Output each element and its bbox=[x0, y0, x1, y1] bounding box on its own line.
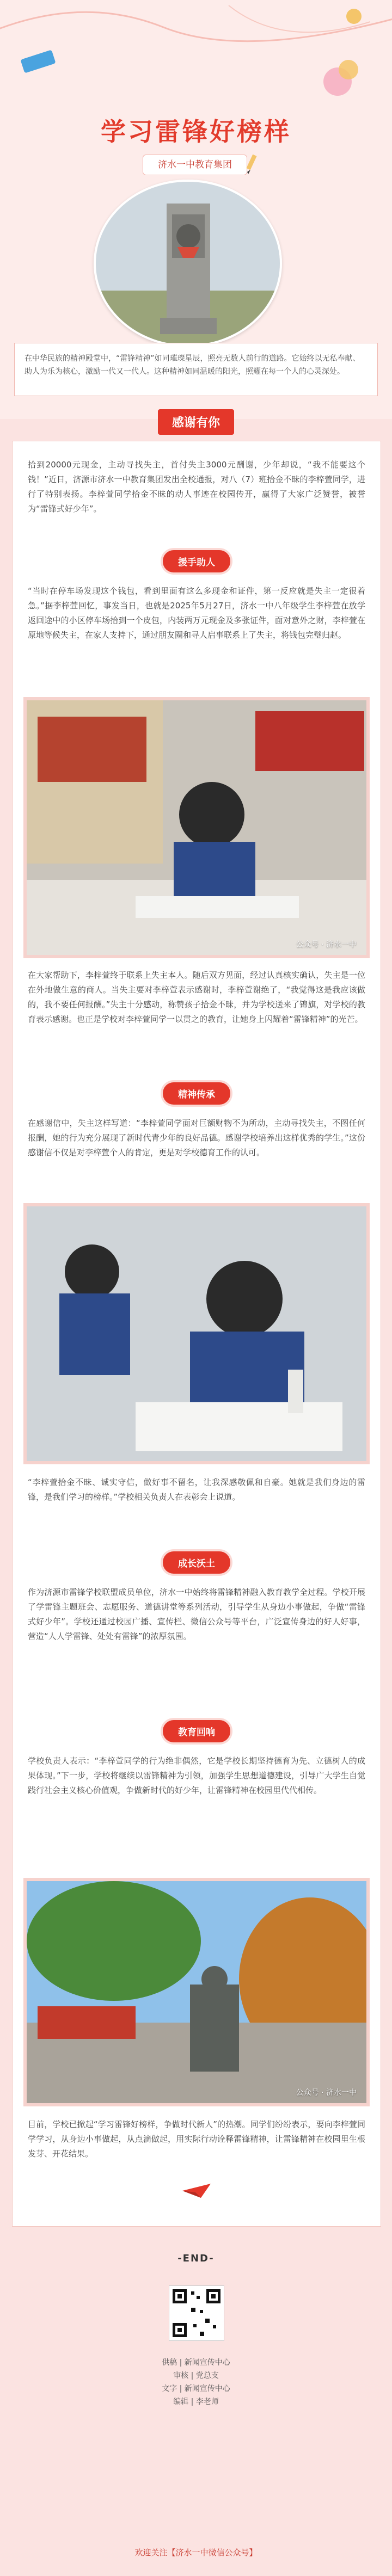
paper-plane-icon bbox=[181, 2183, 212, 2199]
monument-photo bbox=[94, 180, 282, 347]
paragraph-3: 在大家帮助下，李梓萱终于联系上失主本人。随后双方见面，经过认真核实确认，失主是一位在外地做生意的商人。当失主要对李梓萱表示感谢时，李梓萱谢绝了，“我觉得这是我应该做的，我不要任何报酬。”失主十分感动，称赞孩子拾金不昧，并为学校送来了锦旗，对学校的教育表示感谢。也正是学校对李梓萱同学一以贯之的教育，让她身上闪耀着“雷锋精神”的光芒。 bbox=[28, 970, 365, 1024]
end-marker: -END- bbox=[177, 2253, 215, 2264]
heading-spirit-label: 精神传承 bbox=[163, 1082, 230, 1105]
qr-code bbox=[169, 2285, 224, 2341]
heading-growth-label: 成长沃土 bbox=[163, 1551, 230, 1574]
paragraph-8: 目前，学校已掀起“学习雷锋好榜样，争做时代新人”的热潮。同学们纷纷表示，要向李梓萱同学学习，从身边小事做起，从点滴做起，用实际行动诠释雷锋精神，让雷锋精神在校园里生根发芽、开花结果。 bbox=[28, 2119, 365, 2159]
pencil-icon bbox=[243, 153, 260, 175]
qr-code-graphic bbox=[169, 2286, 224, 2340]
section-title-label: 感谢有你 bbox=[158, 409, 234, 435]
credits bbox=[0, 2356, 392, 2408]
campus-illustration bbox=[27, 1881, 366, 2103]
heading-help-label: 援手助人 bbox=[163, 550, 230, 572]
credit-line: 审核 | 党总支 bbox=[173, 2371, 219, 2380]
photo-student-writing bbox=[23, 697, 370, 958]
paragraph-7: 学校负责人表示：“李梓萱同学的行为绝非偶然，它是学校长期坚持德育为先、立德树人的成果体现。”下一步，学校将继续以雷锋精神为引领，加强学生思想道德建设，引导广大学生自觉践行社会主义核心价值观，争做新时代的好少年，让雷锋精神在校园里代代相传。 bbox=[28, 1756, 365, 1795]
intro-box: 在中华民族的精神殿堂中，“雷锋精神”如同璀璨星辰，照亮无数人前行的道路。它始终以无私奉献、助人为乐为核心，激励一代又一代人。这种精神如同温暖的阳光，照耀在每一个人的心灵深处。 bbox=[14, 343, 378, 396]
decor-swirl bbox=[0, 0, 392, 109]
photo-class-study bbox=[23, 1203, 370, 1464]
monument-illustration bbox=[96, 182, 280, 345]
credit-line: 文字 | 新闻宣传中心 bbox=[162, 2384, 230, 2393]
classroom-illustration-1 bbox=[27, 700, 366, 955]
photo-watermark-1: 公众号 · 济水一中 bbox=[296, 940, 357, 949]
heading-help bbox=[13, 550, 381, 572]
follow-notice: 欢迎关注【济水一中微信公众号】 bbox=[134, 2548, 258, 2557]
section-title bbox=[0, 409, 392, 435]
classroom-illustration-2 bbox=[27, 1206, 366, 1461]
credit-line: 供稿 | 新闻宣传中心 bbox=[162, 2358, 230, 2367]
photo-campus-statue bbox=[23, 1878, 370, 2106]
school-tag: 济水一中教育集团 bbox=[143, 155, 247, 175]
paragraph-6: 作为济源市雷锋学校联盟成员单位，济水一中始终将雷锋精神融入教育教学全过程。学校开展了学雷锋主题班会、志愿服务、道德讲堂等系列活动，引导学生从身边小事做起，争做“雷锋式好少年”。学校还通过校园广播、宣传栏、微信公众号等平台，广泛宣传身边的好人好事，营造“人人学雷锋、处处有雷锋”的浓厚氛围。 bbox=[28, 1587, 365, 1641]
credit-line: 编辑 | 李老师 bbox=[173, 2398, 219, 2406]
paragraph-2: “当时在停车场发现这个钱包，看到里面有这么多现金和证件，第一反应就是失主一定很着急。”据李梓萱回忆，事发当日，也就是2025年5月27日，济水一中八年级学生李梓萱在放学返回途中的小区停车场拾到一个皮包，内装两万元现金及多张证件，面对意外之财，李梓萱在原地等候失主，在家人支持下，通过朋友圈和寻人启事联系上了失主，将钱包完璧归赵。 bbox=[28, 586, 365, 640]
heading-growth bbox=[13, 1551, 381, 1574]
paragraph-4: 在感谢信中，失主这样写道：“李梓萱同学面对巨额财物不为所动，主动寻找失主，不图任何报酬，她的行为充分展现了新时代青少年的良好品德。感谢学校培养出这样优秀的学生。”这份感谢信不仅是对李梓萱个人的肯定，更是对学校德育工作的认可。 bbox=[28, 1118, 365, 1157]
article-card bbox=[12, 441, 381, 2227]
paragraph-1: 拾到20000元现金，主动寻找失主，首付失主3000元酬谢，少年却说，“我不能要这个钱！”近日，济源市济水一中教育集团发出全校通报，对八（7）班拾金不昧的李梓萱同学，进行了特别表扬。李梓萱同学拾金不昧的动人事迹在校园传开，赢得了大家广泛赞誉，被誉为“雷锋式好少年”。 bbox=[28, 460, 365, 514]
paragraph-5: “李梓萱拾金不昧、诚实守信，做好事不留名，让我深感敬佩和自豪。她就是我们身边的雷锋，是我们学习的榜样。”学校相关负责人在表彰会上说道。 bbox=[28, 1477, 365, 1502]
page-title: 学习雷锋好榜样 bbox=[101, 117, 291, 146]
heading-edu bbox=[13, 1720, 381, 1742]
header-banner bbox=[0, 0, 392, 419]
photo-watermark-3: 公众号 · 济水一中 bbox=[296, 2088, 357, 2097]
heading-spirit bbox=[13, 1082, 381, 1105]
heading-edu-label: 教育回响 bbox=[163, 1720, 230, 1742]
